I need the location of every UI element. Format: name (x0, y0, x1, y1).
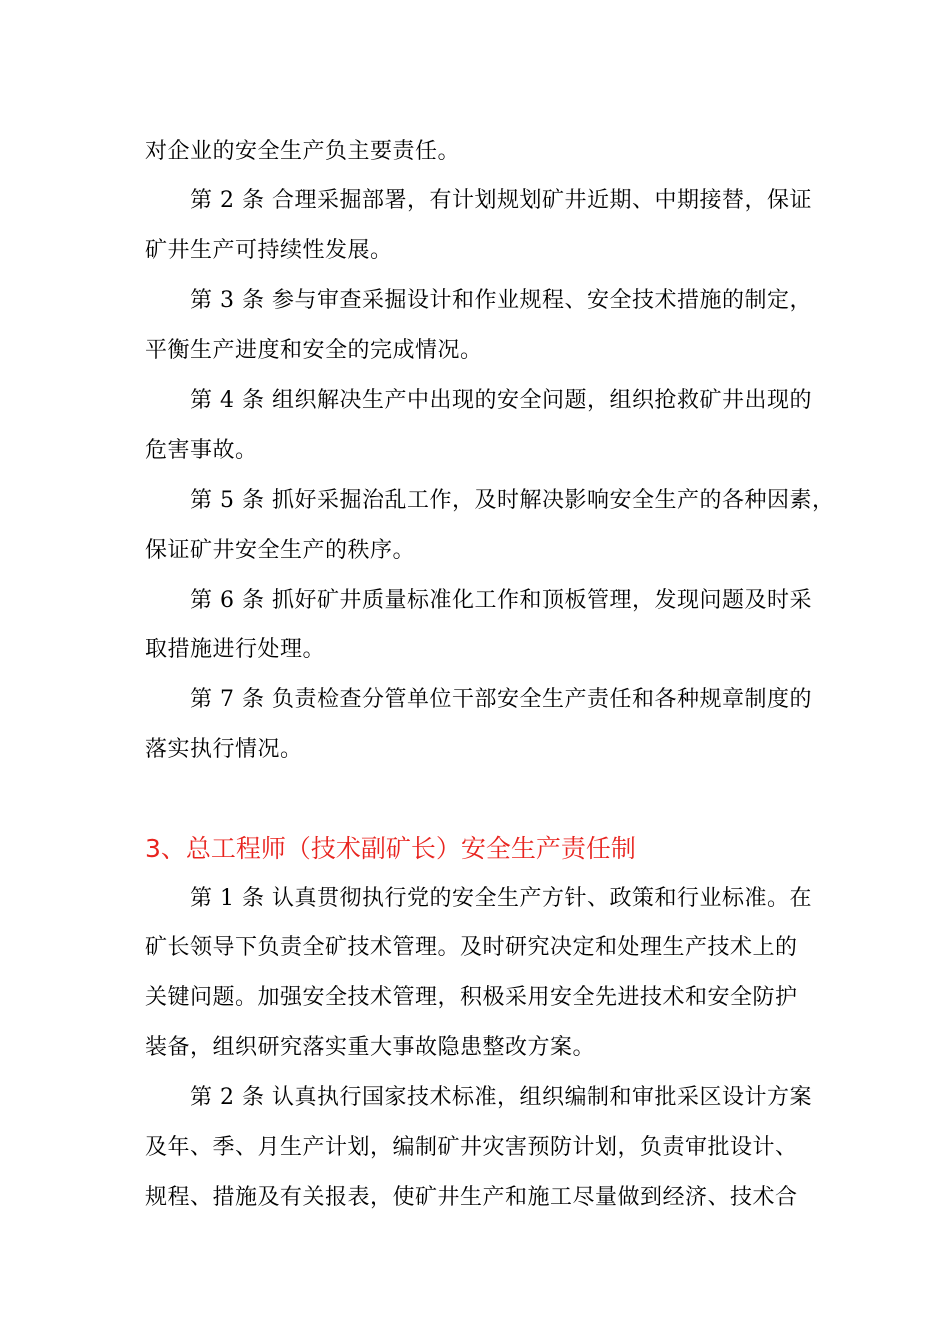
article-7-text: 第 7 条 负责检查分管单位干部安全生产责任和各种规章制度的 (190, 687, 812, 712)
section-heading: 3、总工程师（技术副矿长）安全生产责任制 (145, 834, 636, 863)
text-line: 平衡生产进度和安全的完成情况。 (145, 338, 483, 363)
text-line: 关键问题。加强安全技术管理，积极采用安全先进技术和安全防护 (145, 985, 798, 1010)
text-line: 保证矿井安全生产的秩序。 (145, 538, 416, 563)
text-line: 规程、措施及有关报表，使矿井生产和施工尽量做到经济、技术合 (145, 1185, 798, 1210)
article-6-text: 第 6 条 抓好矿井质量标准化工作和顶板管理，发现问题及时采 (190, 588, 812, 613)
section-article-2-text: 第 2 条 认真执行国家技术标准，组织编制和审批采区设计方案 (190, 1085, 812, 1110)
article-2-text: 第 2 条 合理采掘部署，有计划规划矿井近期、中期接替，保证 (190, 188, 812, 213)
text-line: 对企业的安全生产负主要责任。 (145, 139, 461, 164)
text-line: 矿长领导下负责全矿技术管理。及时研究决定和处理生产技术上的 (145, 935, 798, 960)
article-3-text: 第 3 条 参与审查采掘设计和作业规程、安全技术措施的制定， (190, 288, 812, 313)
text-line: 取措施进行处理。 (145, 637, 326, 662)
text-line: 落实执行情况。 (145, 737, 303, 762)
text-line: 矿井生产可持续性发展。 (145, 238, 393, 263)
article-4-text: 第 4 条 组织解决生产中出现的安全问题，组织抢救矿井出现的 (190, 388, 812, 413)
text-line: 装备，组织研究落实重大事故隐患整改方案。 (145, 1035, 596, 1060)
section-article-1-text: 第 1 条 认真贯彻执行党的安全生产方针、政策和行业标准。在 (190, 886, 812, 911)
text-line: 危害事故。 (145, 438, 258, 463)
article-5-text: 第 5 条 抓好采掘治乱工作，及时解决影响安全生产的各种因素， (190, 488, 835, 513)
text-line: 及年、季、月生产计划，编制矿井灾害预防计划，负责审批设计、 (145, 1135, 798, 1160)
